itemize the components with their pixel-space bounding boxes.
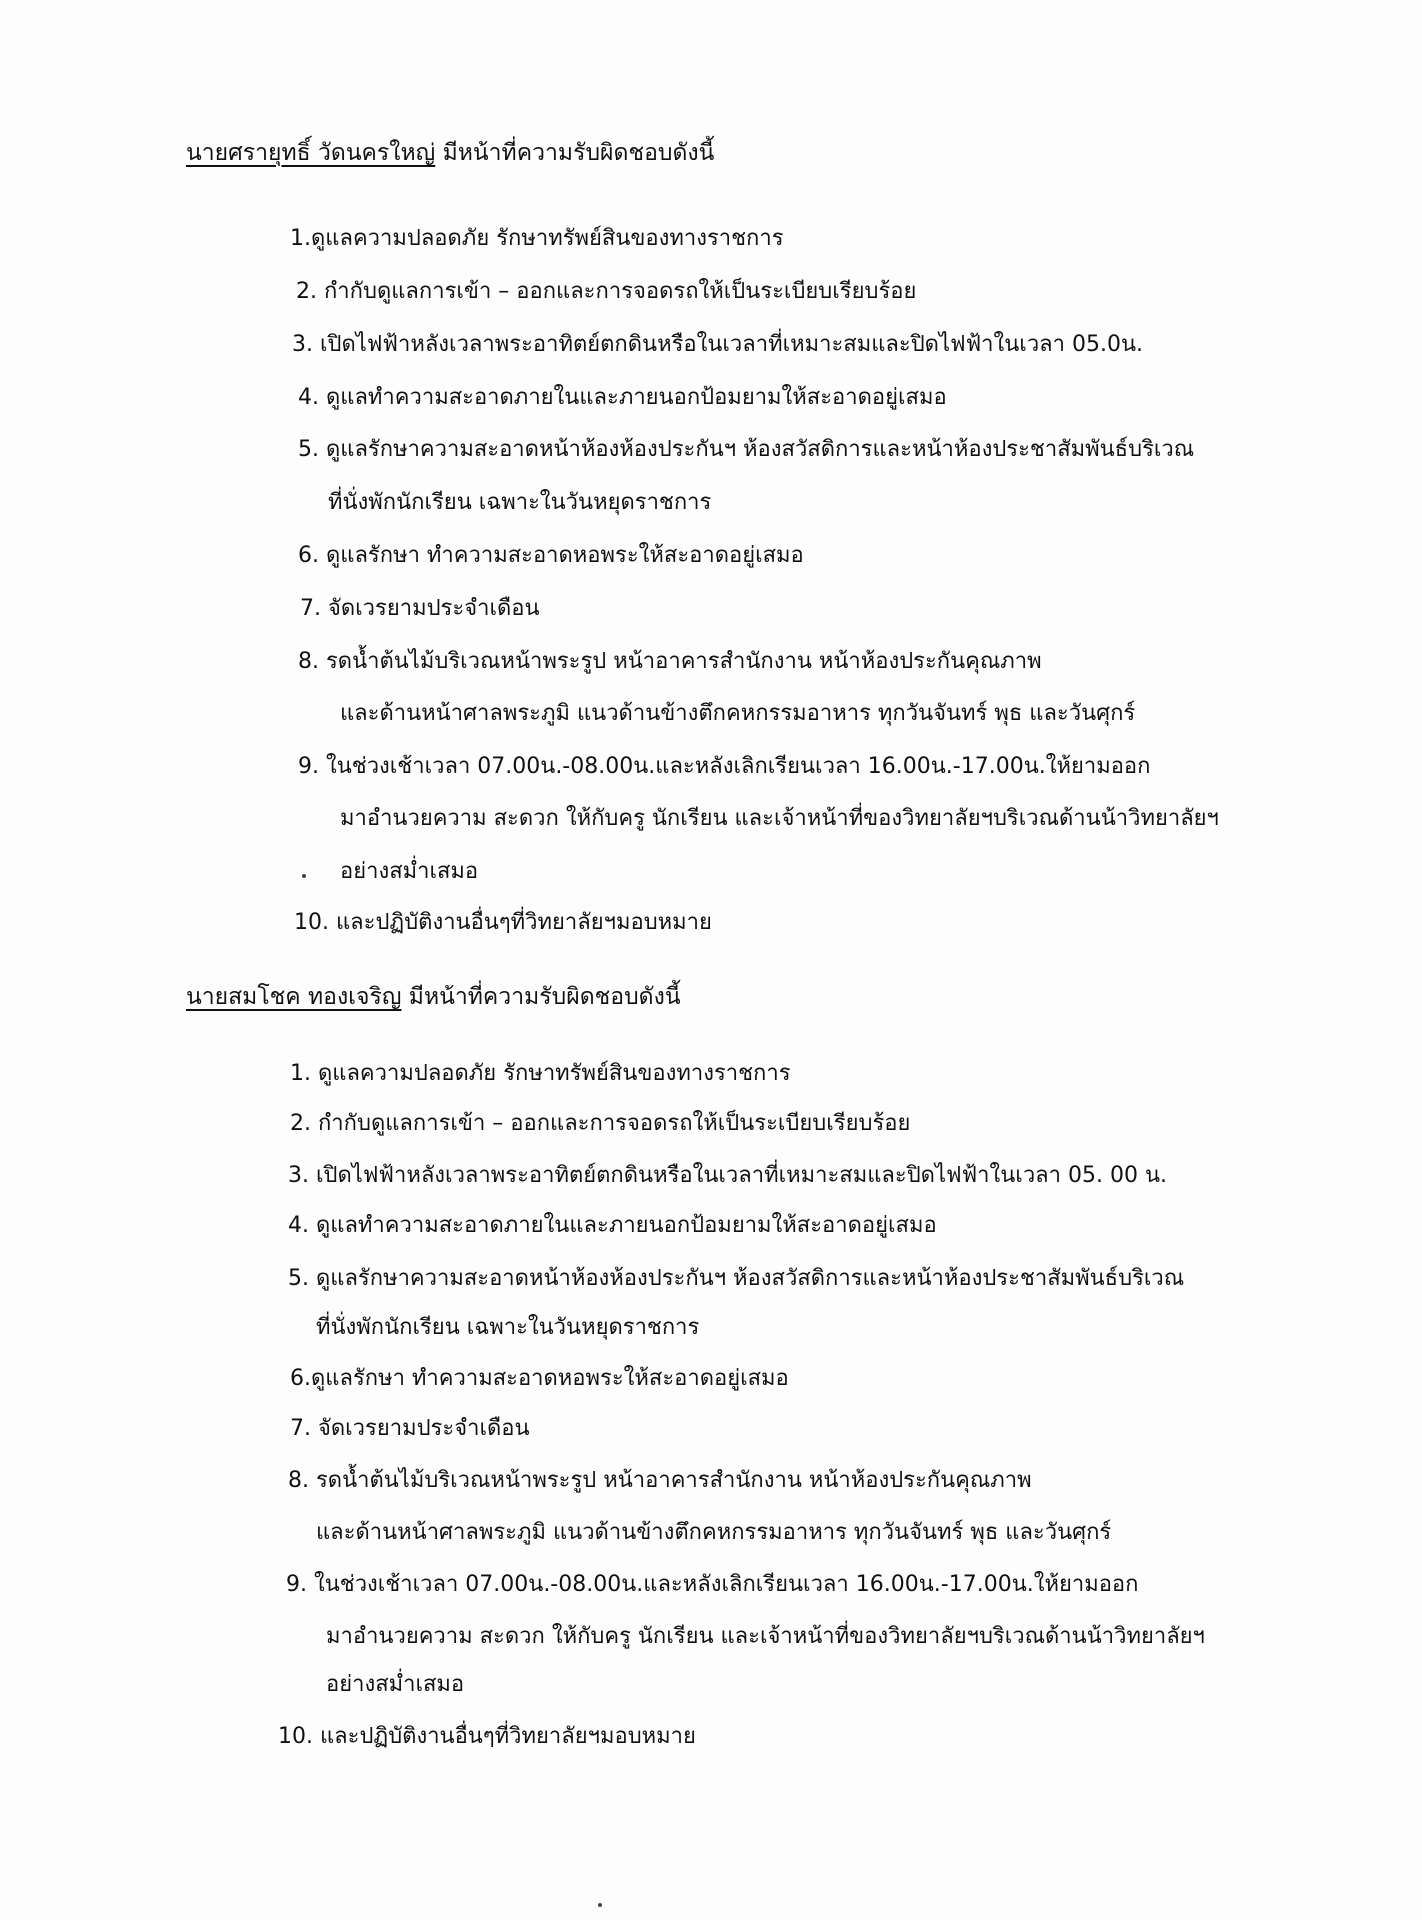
section2-item-4: 4. ดูแลทำความสะอาดภายในและภายนอกป้อมยามให้สะอาดอยู่เสมอ [288,1213,937,1238]
section1-item-6: 6. ดูแลรักษา ทำความสะอาดหอพระให้สะอาดอยู่เสมอ [298,543,804,568]
section2-item-3: 3. เปิดไฟฟ้าหลังเวลาพระอาทิตย์ตกดินหรือในเวลาที่เหมาะสมและปิดไฟฟ้าในเวลา 05. 00 น. [288,1163,1168,1188]
section2-item-6: 6.ดูแลรักษา ทำความสะอาดหอพระให้สะอาดอยู่เสมอ [290,1366,789,1391]
section2-heading [186,980,681,1014]
section2-item-2: 2. กำกับดูแลการเข้า – ออกและการจอดรถให้เป็นระเบียบเรียบร้อย [290,1111,911,1136]
section2-item-9: 9. ในช่วงเช้าเวลา 07.00น.-08.00น.และหลังเลิกเรียนเวลา 16.00น.-17.00น.ให้ยามออก [286,1572,1139,1597]
section2-item-8: 8. รดน้ำต้นไม้บริเวณหน้าพระรูป หน้าอาคารสำนักงาน หน้าห้องประกันคุณภาพ [288,1468,1032,1493]
section2-item-8-cont: และด้านหน้าศาลพระภูมิ แนวด้านข้างตึกคหกรรมอาหาร ทุกวันจันทร์ พุธ และวันศุกร์ [316,1520,1112,1545]
section1-item-5-cont: ที่นั่งพักนักเรียน เฉพาะในวันหยุดราชการ [328,490,712,515]
section1-item-7: 7. จัดเวรยามประจำเดือน [300,596,540,621]
section1-item-8-cont: และด้านหน้าศาลพระภูมิ แนวด้านข้างตึกคหกรรมอาหาร ทุกวันจันทร์ พุธ และวันศุกร์ [340,701,1136,726]
section1-item-4: 4. ดูแลทำความสะอาดภายในและภายนอกป้อมยามให้สะอาดอยู่เสมอ [298,385,947,410]
section1-item-1: 1.ดูแลความปลอดภัย รักษาทรัพย์สินของทางราชการ [290,226,784,251]
section1-item-9-cont2: อย่างสม่ำเสมอ [340,859,479,884]
section2-item-9-cont2: อย่างสม่ำเสมอ [326,1672,465,1697]
section2-item-5-cont: ที่นั่งพักนักเรียน เฉพาะในวันหยุดราชการ [316,1315,700,1340]
section1-item-2: 2. กำกับดูแลการเข้า – ออกและการจอดรถให้เป็นระเบียบเรียบร้อย [296,279,917,304]
section1-item-9-cont: มาอำนวยความ สะดวก ให้กับครู นักเรียน และเจ้าหน้าที่ของวิทยาลัยฯบริเวณด้านน้าวิทยาลัยฯ [340,806,1219,831]
section1-item-10: 10. และปฏิบัติงานอื่นๆที่วิทยาลัยฯมอบหมาย [294,910,712,935]
section2-item-1: 1. ดูแลความปลอดภัย รักษาทรัพย์สินของทางราชการ [290,1061,791,1086]
scan-speck [302,874,306,878]
scan-speck [598,1903,602,1907]
section2-item-10: 10. และปฏิบัติงานอื่นๆที่วิทยาลัยฯมอบหมาย [278,1724,696,1749]
section2-item-5: 5. ดูแลรักษาความสะอาดหน้าห้องห้องประกันฯ ห้องสวัสดิการและหน้าห้องประชาสัมพันธ์บริเวณ [288,1266,1185,1291]
section2-item-9-cont: มาอำนวยความ สะดวก ให้กับครู นักเรียน และเจ้าหน้าที่ของวิทยาลัยฯบริเวณด้านน้าวิทยาลัยฯ [326,1624,1205,1649]
section1-heading [186,136,714,170]
section1-item-9: 9. ในช่วงเช้าเวลา 07.00น.-08.00น.และหลังเลิกเรียนเวลา 16.00น.-17.00น.ให้ยามออก [298,754,1151,779]
section1-item-3: 3. เปิดไฟฟ้าหลังเวลาพระอาทิตย์ตกดินหรือในเวลาที่เหมาะสมและปิดไฟฟ้าในเวลา 05.0น. [292,332,1144,357]
section1-name: นายศรายุทธิ์ วัดนครใหญ่ [186,140,436,166]
section1-title-suffix: มีหน้าที่ความรับผิดชอบดังนี้ [442,140,715,166]
section2-title-suffix: มีหน้าที่ความรับผิดชอบดังนี้ [408,984,681,1010]
section1-item-8: 8. รดน้ำต้นไม้บริเวณหน้าพระรูป หน้าอาคารสำนักงาน หน้าห้องประกันคุณภาพ [298,649,1042,674]
section1-item-5: 5. ดูแลรักษาความสะอาดหน้าห้องห้องประกันฯ ห้องสวัสดิการและหน้าห้องประชาสัมพันธ์บริเวณ [298,437,1195,462]
section2-item-7: 7. จัดเวรยามประจำเดือน [290,1416,530,1441]
section2-name: นายสมโชค ทองเจริญ [186,984,402,1010]
